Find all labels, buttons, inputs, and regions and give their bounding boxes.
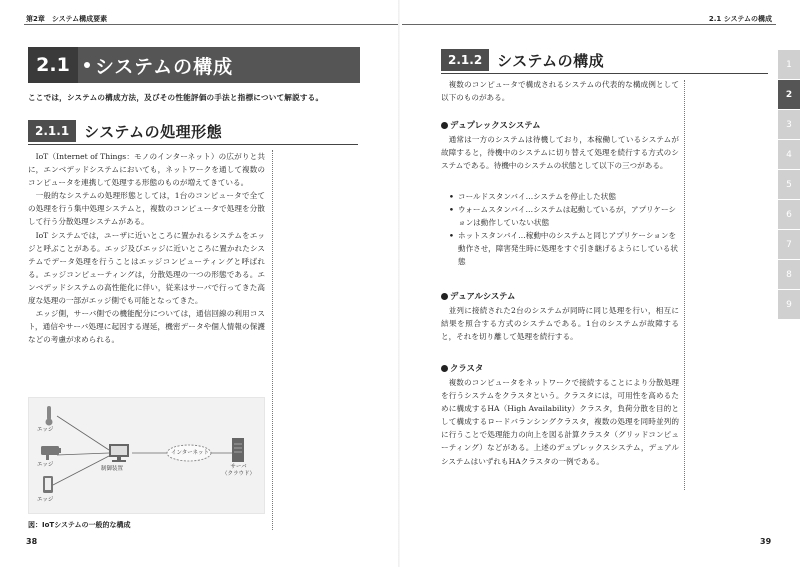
- edge-label: エッジ: [37, 427, 54, 433]
- chapter-tab-9[interactable]: 9: [778, 290, 800, 320]
- thermometer-icon: [46, 406, 53, 426]
- figure-caption: 図：IoTシステムの一般的な構成: [28, 521, 131, 529]
- column-divider: [684, 80, 685, 490]
- header-rule-right: [402, 24, 776, 25]
- column-divider: [272, 150, 273, 530]
- section-rule: [28, 144, 358, 145]
- chapter-tab-8[interactable]: 8: [778, 260, 800, 290]
- paragraph: エッジ側，サーバ側での機能配分については，通信回線の利用コスト，通信やサーバ処理に起因する遅延，機密データや個人情報の保護などの考慮が求められる。: [28, 309, 265, 345]
- cluster-text: [441, 376, 679, 468]
- list-item-text: ホットスタンバイ…稼動中のシステムと同じアプリケーションを動作させ，障害発生時に処理をすぐ引き継げるようにしている状態: [458, 231, 678, 267]
- section-title: システムの処理形態: [84, 122, 223, 141]
- paragraph: 通常は一方のシステムは待機しており，本稼働しているシステムが故障すると，待機中のシステムに切り替えて処理を続行する方式のシステムである。待機中のシステムの状態として以下の三つがある。: [441, 135, 679, 171]
- dual-heading: [441, 290, 515, 302]
- chapter-heading-title: システムの構成: [95, 55, 234, 78]
- list-item: [449, 203, 679, 229]
- paragraph: 並列に接続された2台のシステムが同時に同じ処理を行い，相互に結果を照合する方式のシステムである。1台のシステムが故障すると，それを切り離して処理を続行する。: [441, 306, 679, 342]
- computer-icon: [109, 444, 129, 462]
- chapter-tab-1[interactable]: 1: [778, 50, 800, 80]
- section-number: 2.1.2: [441, 49, 489, 71]
- standby-list: [449, 190, 679, 269]
- running-head-left: 第2章 システム構成要素: [26, 15, 108, 23]
- list-item-text: ウォームスタンバイ…システムは起動しているが，アプリケーションは動作していない状態: [458, 205, 677, 228]
- iot-diagram: [29, 398, 266, 515]
- header-rule-left: [24, 24, 400, 25]
- section-title: システムの構成: [497, 51, 605, 70]
- bullet-icon: •: [449, 231, 454, 241]
- internet-label: インターネット: [171, 450, 210, 456]
- edge-label: エッジ: [37, 497, 54, 503]
- duplex-text: [441, 133, 679, 172]
- list-item: [449, 190, 679, 203]
- section-heading-2-1-1: [28, 120, 222, 142]
- edge-label: エッジ: [37, 462, 54, 468]
- server-label: サーバ （クラウド）: [222, 464, 256, 477]
- page-number-left: 38: [26, 537, 38, 546]
- section-heading-2-1-2: [441, 49, 604, 71]
- bullet-icon: •: [449, 192, 454, 201]
- bullet-dot-icon: [441, 293, 448, 300]
- controller-label: 制御装置: [101, 466, 124, 472]
- smartphone-icon: [43, 476, 53, 493]
- section-number: 2.1.1: [28, 120, 76, 142]
- paragraph: IoT（Internet of Things：モノのインターネット）の広がりと共に，エンベデッドシステムにおいても，ネットワークを通して複数のコンピュータを連携して処理する形態のものが増えてきている。: [28, 152, 265, 188]
- camera-icon: [41, 446, 61, 460]
- chapter-tab-5[interactable]: 5: [778, 170, 800, 200]
- paragraph: 複数のコンピュータで構成されるシステムの代表的な構成例として以下のものがある。: [441, 80, 679, 103]
- paragraph: 一般的なシステムの処理形態としては，1台のコンピュータで全ての処理を行う集中処理システムと，複数のコンピュータで処理を分散して行う分散処理システムがある。: [28, 191, 265, 227]
- left-body-text: [28, 150, 265, 346]
- dual-heading-text: デュアルシステム: [450, 291, 516, 301]
- list-item-text: コールドスタンバイ…システムを停止した状態: [458, 192, 616, 201]
- running-head-right: 2.1 システムの構成: [708, 15, 772, 23]
- bullet-dot-icon: [441, 122, 448, 129]
- chapter-tab-3[interactable]: 3: [778, 110, 800, 140]
- connection-line: [57, 453, 109, 455]
- iot-figure: [28, 397, 265, 514]
- connection-line: [57, 416, 109, 450]
- chapter-tab-2[interactable]: 2: [778, 80, 800, 110]
- chapter-tabs: [778, 50, 800, 320]
- section-rule: [441, 73, 768, 74]
- right-intro-text: [441, 78, 679, 104]
- duplex-heading-text: デュプレックスシステム: [450, 120, 541, 130]
- chapter-tab-6[interactable]: 6: [778, 200, 800, 230]
- chapter-tab-7[interactable]: 7: [778, 230, 800, 260]
- chapter-heading: [28, 47, 360, 83]
- paragraph: IoT システムでは，ユーザに近いところに置かれるシステムをエッジと呼ぶことがある。エッジ及びエッジに近いところに置かれたシステムでデータ処理を行うことはエッジコンピューティングと呼ばれる。エッジコンピューティングは，分散処理の一つの形態である。エンベデッドシステムの高性能化に伴い，従来はサーバで行ってきた高度な処理の一部がエッジ側でも可能となってきた。: [28, 230, 265, 306]
- bullet-icon: •: [449, 205, 454, 215]
- lead-text: ここでは，システムの構成方法，及びその性能評価の手法と指標について解説する。: [28, 93, 324, 102]
- page-number-right: 39: [760, 537, 772, 546]
- cluster-heading-text: クラスタ: [450, 363, 484, 373]
- duplex-heading: [441, 119, 541, 131]
- chapter-tab-4[interactable]: 4: [778, 140, 800, 170]
- paragraph: 複数のコンピュータをネットワークで接続することにより分散処理を行うシステムをクラスタという。クラスタには，可用性を高めるために構成するHA（High Availability）クラスタ，負荷分散を目的として構成するロードバランシングクラスタ，複数の処理を同時並列的に行うことで処理能力の向上を図る計算クラスタ（グリッドコンピューティング）などがある。上述のデュプレックスシステム，デュアルシステムはいずれもHAクラスタの一例である。: [441, 378, 679, 466]
- bullet-dot-icon: [441, 365, 448, 372]
- server-icon: [232, 438, 244, 462]
- dual-text: [441, 304, 679, 343]
- heading-dot: [84, 62, 90, 68]
- cluster-heading: [441, 362, 483, 374]
- chapter-heading-number: 2.1: [28, 47, 78, 83]
- list-item: [449, 229, 679, 268]
